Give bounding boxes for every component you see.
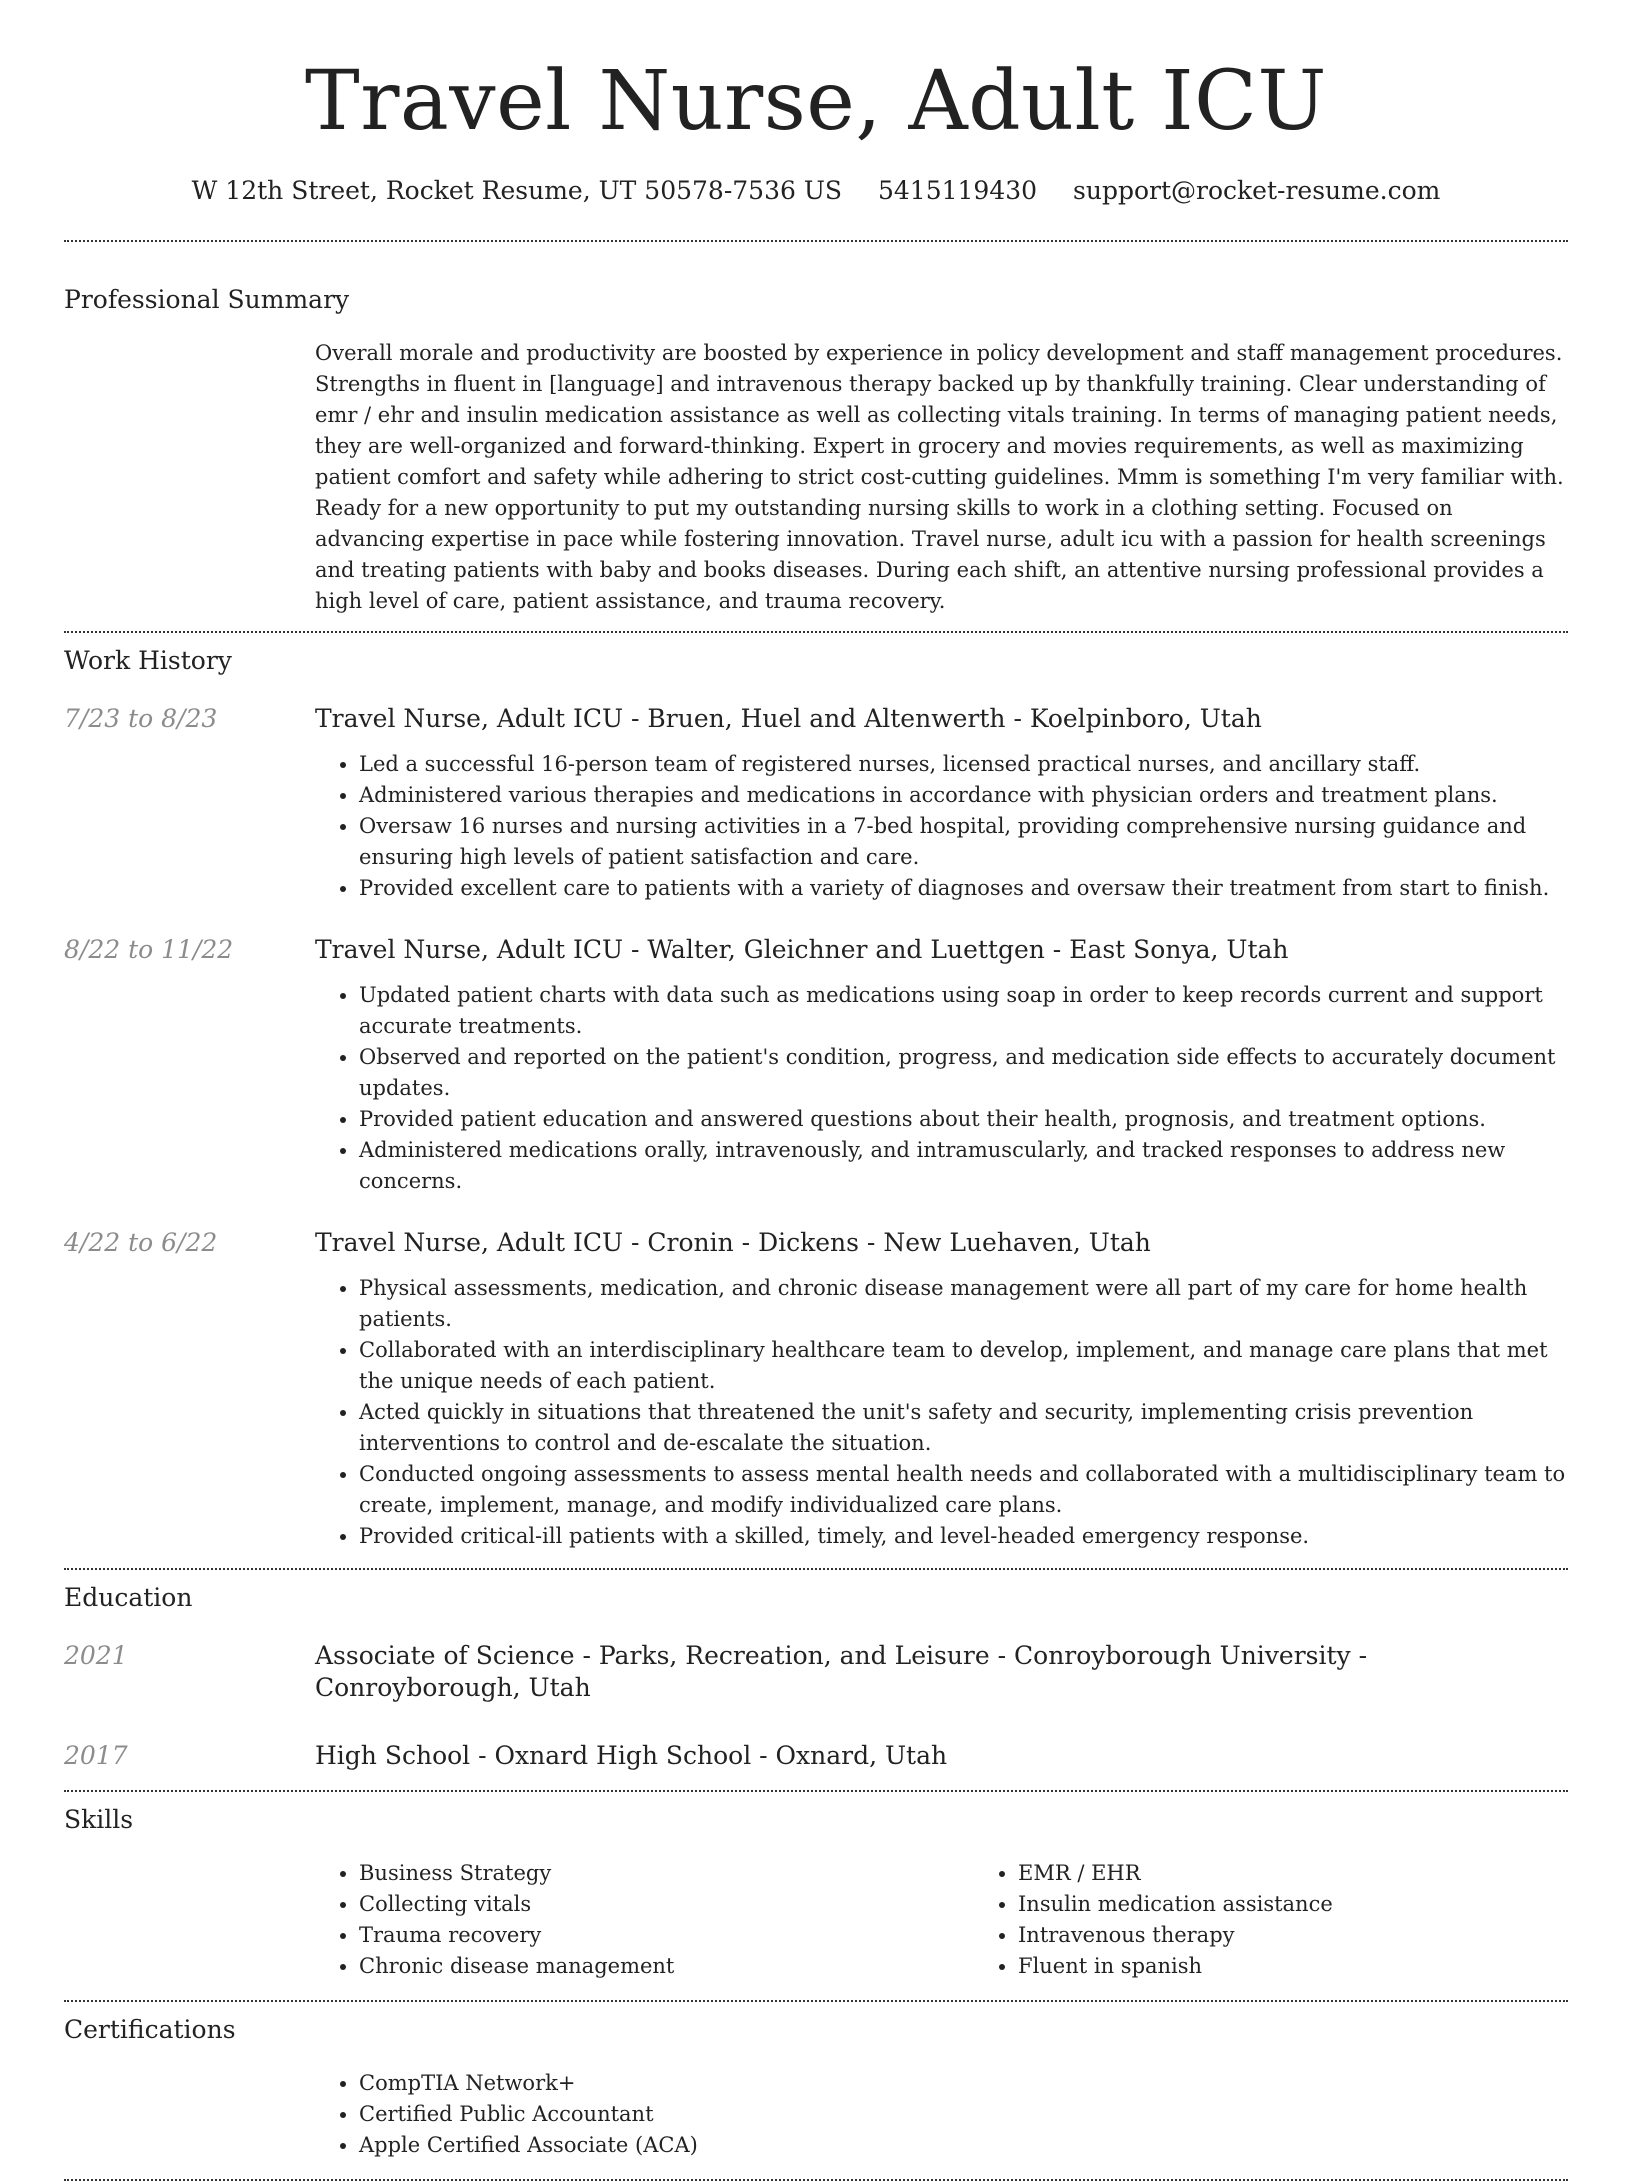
certifications-list: [315, 2068, 1568, 2161]
work-date: 8/22 to 11/22: [64, 935, 234, 964]
contact-address: W 12th Street, Rocket Resume, UT 50578-7536 US: [191, 176, 843, 205]
certifications-section: [64, 2002, 1568, 2179]
work-bullets: [315, 980, 1568, 1197]
work-heading: Travel Nurse, Adult ICU - Walter, Gleichner and Luettgen - East Sonya, Utah: [315, 935, 1289, 964]
education-heading: Associate of Science - Parks, Recreation, and Leisure - Conroyborough University - Conroyborough, Utah: [315, 1641, 1368, 1702]
work-history-section: [64, 633, 1568, 1568]
work-entry: [64, 1227, 1568, 1568]
work-entry-body: [315, 703, 1568, 904]
work-heading: Travel Nurse, Adult ICU - Cronin - Dickens - New Luehaven, Utah: [315, 1228, 1151, 1257]
resume-name: Travel Nurse, Adult ICU: [305, 54, 1327, 149]
contact-email: support@rocket-resume.com: [1073, 176, 1441, 205]
work-bullet: • Physical assessments, medication, and chronic disease management were all part of my care for home health patients.: [359, 1273, 1568, 1335]
education-section: [64, 1570, 1568, 1790]
work-entry: [64, 934, 1568, 1197]
work-bullet: • Provided excellent care to patients with a variety of diagnoses and oversaw their treatment from start to finish.: [359, 873, 1568, 904]
certification-item: • Certified Public Accountant: [359, 2099, 1568, 2130]
education-title: Education: [64, 1583, 193, 1612]
work-history-title: Work History: [64, 646, 232, 675]
skill-item: • Collecting vitals: [359, 1889, 974, 1920]
work-bullet: • Administered various therapies and medications in accordance with physician orders and treatment plans.: [359, 780, 1568, 811]
work-bullet: • Conducted ongoing assessments to assess mental health needs and collaborated with a multidisciplinary team to create, implement, manage, and modify individualized care plans.: [359, 1459, 1568, 1521]
skills-section: [64, 1792, 1568, 2000]
certifications-title: Certifications: [64, 2015, 236, 2044]
education-date: 2017: [64, 1741, 128, 1770]
skills-title: Skills: [64, 1805, 134, 1834]
work-entry-body: [315, 1227, 1568, 1552]
work-bullet: • Provided patient education and answered questions about their health, prognosis, and treatment options.: [359, 1104, 1568, 1135]
skill-item: • Fluent in spanish: [1018, 1951, 1632, 1982]
work-heading: Travel Nurse, Adult ICU - Bruen, Huel and Altenwerth - Koelpinboro, Utah: [315, 704, 1262, 733]
skills-columns: [315, 1858, 1568, 2000]
education-heading: High School - Oxnard High School - Oxnard, Utah: [315, 1741, 948, 1770]
skill-item: • Intravenous therapy: [1018, 1920, 1632, 1951]
certification-item: • Apple Certified Associate (ACA): [359, 2130, 1568, 2161]
work-bullets: [315, 749, 1568, 904]
work-date: 7/23 to 8/23: [64, 704, 218, 733]
work-bullet: • Observed and reported on the patient's condition, progress, and medication side effects to accurately document updates.: [359, 1042, 1568, 1104]
work-entry-body: [315, 934, 1568, 1197]
education-entry: [64, 1740, 1568, 1790]
work-bullets: [315, 1273, 1568, 1552]
contact-line: [64, 174, 1568, 208]
contact-phone: 5415119430: [878, 176, 1038, 205]
work-bullet: • Led a successful 16-person team of registered nurses, licensed practical nurses, and ancillary staff.: [359, 749, 1568, 780]
skill-item: • Chronic disease management: [359, 1951, 974, 1982]
skill-item: • Trauma recovery: [359, 1920, 974, 1951]
work-bullet: • Oversaw 16 nurses and nursing activities in a 7-bed hospital, providing comprehensive nursing guidance and ensuring high levels of patient satisfaction and care.: [359, 811, 1568, 873]
skill-item: • EMR / EHR: [1018, 1858, 1632, 1889]
summary-section: [64, 242, 1568, 631]
work-date: 4/22 to 6/22: [64, 1228, 218, 1257]
summary-title: Professional Summary: [64, 285, 350, 314]
certifications-list-wrap: [315, 2068, 1568, 2179]
work-bullet: • Provided critical-ill patients with a skilled, timely, and level-headed emergency response.: [359, 1521, 1568, 1552]
work-bullet: • Acted quickly in situations that threatened the unit's safety and security, implementing crisis prevention interventions to control and de-escalate the situation.: [359, 1397, 1568, 1459]
skills-left-list: [315, 1858, 974, 1982]
certification-item: • CompTIA Network+: [359, 2068, 1568, 2099]
work-bullet: • Updated patient charts with data such as medications using soap in order to keep records current and support accurate treatments.: [359, 980, 1568, 1042]
work-entry: [64, 703, 1568, 904]
education-entry: [64, 1640, 1568, 1704]
work-bullet: • Collaborated with an interdisciplinary healthcare team to develop, implement, and manage care plans that met the unique needs of each patient.: [359, 1335, 1568, 1397]
work-bullet: • Administered medications orally, intravenously, and intramuscularly, and tracked responses to address new concerns.: [359, 1135, 1568, 1197]
summary-text: Overall morale and productivity are boosted by experience in policy development and staff management procedures. Strengths in fluent in [language] and intravenous therapy backed up by thankfully training. Clear understanding of emr / ehr and insulin medication assistance as well as collecting vitals training. In terms of managing patient needs, they are well-organized and forward-thinking. Expert in grocery and movies requirements, as well as maximizing patient comfort and safety while adhering to strict cost-cutting guidelines. Mmm is something I'm very familiar with. Ready for a new opportunity to put my outstanding nursing skills to work in a clothing setting. Focused on advancing expertise in pace while fostering innovation. Travel nurse, adult icu with a passion for health screenings and treating patients with baby and books diseases. During each shift, an attentive nursing professional provides a high level of care, patient assistance, and trauma recovery.: [315, 341, 1564, 613]
education-date: 2021: [64, 1641, 128, 1670]
skill-item: • Insulin medication assistance: [1018, 1889, 1632, 1920]
skill-item: • Business Strategy: [359, 1858, 974, 1889]
skills-right-list: [974, 1858, 1632, 1982]
